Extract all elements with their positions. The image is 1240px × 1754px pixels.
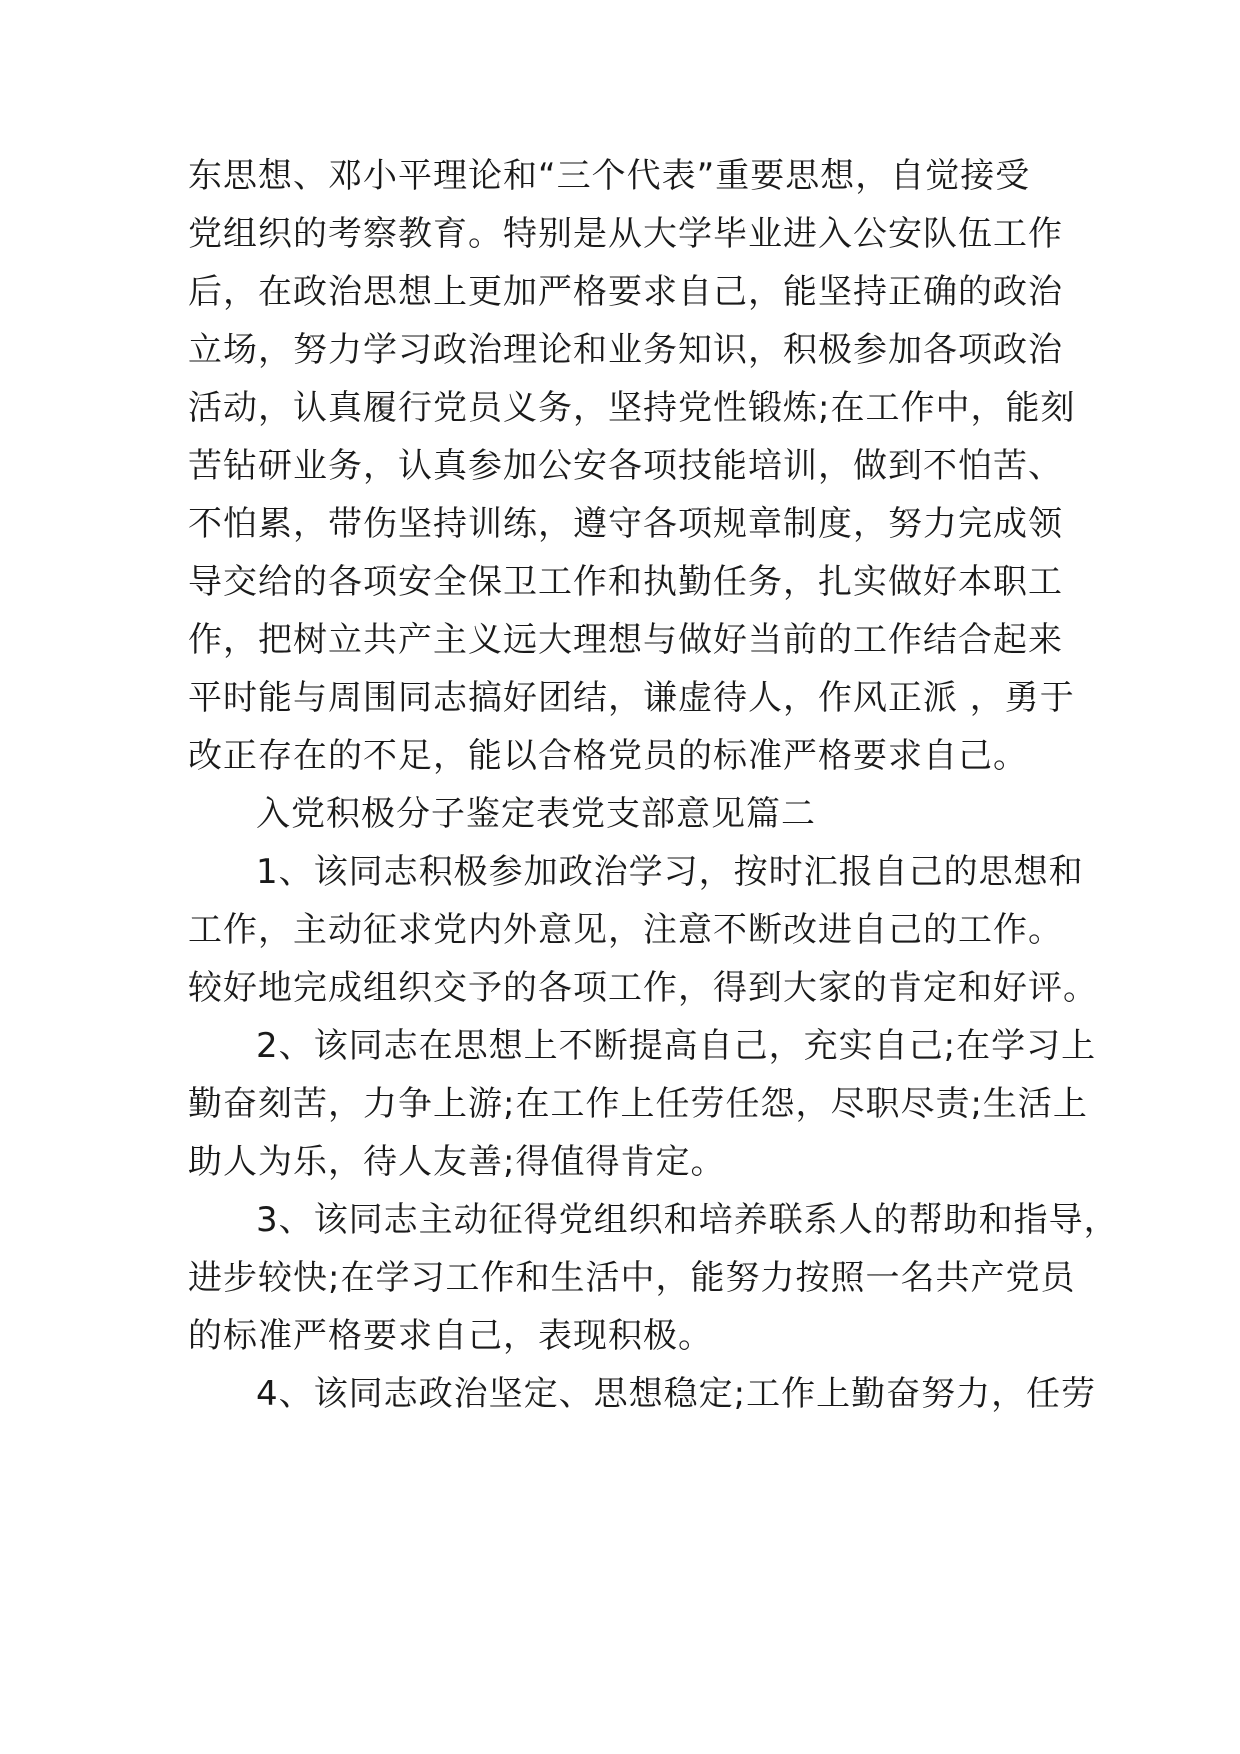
list-item-3-line: 的标准严格要求自己，表现积极。	[188, 1316, 713, 1356]
list-item-1-line: 工作，主动征求党内外意见，注意不断改进自己的工作。	[188, 910, 1063, 950]
section-title: 入党积极分子鉴定表党支部意见篇二	[256, 794, 816, 834]
list-item-2-line: 勤奋刻苦，力争上游;在工作上任劳任怨，尽职尽责;生活上	[188, 1084, 1088, 1124]
list-item-3-line: 进步较快;在学习工作和生活中，能努力按照一名共产党员	[188, 1258, 1076, 1298]
list-item-1-line: 1、该同志积极参加政治学习，按时汇报自己的思想和	[256, 852, 1084, 892]
list-item-2-line: 助人为乐，待人友善;得值得肯定。	[188, 1142, 726, 1182]
text-line: 东思想、邓小平理论和“三个代表”重要思想，自觉接受	[188, 156, 1031, 196]
list-item-1-line: 较好地完成组织交予的各项工作，得到大家的肯定和好评。	[188, 968, 1098, 1008]
text-line: 不怕累，带伤坚持训练，遵守各项规章制度，努力完成领	[188, 504, 1063, 544]
text-line: 改正存在的不足，能以合格党员的标准严格要求自己。	[188, 736, 1028, 776]
text-line: 作，把树立共产主义远大理想与做好当前的工作结合起来	[188, 620, 1063, 660]
text-line: 活动，认真履行党员义务，坚持党性锻炼;在工作中，能刻	[188, 388, 1076, 428]
text-line: 苦钻研业务，认真参加公安各项技能培训，做到不怕苦、	[188, 446, 1063, 486]
text-line: 立场，努力学习政治理论和业务知识，积极参加各项政治	[188, 330, 1063, 370]
text-line: 导交给的各项安全保卫工作和执勤任务，扎实做好本职工	[188, 562, 1063, 602]
text-line: 党组织的考察教育。特别是从大学毕业进入公安队伍工作	[188, 214, 1063, 254]
text-line: 平时能与周围同志搞好团结，谦虚待人，作风正派 ，勇于	[188, 678, 1075, 718]
list-item-3-line: 3、该同志主动征得党组织和培养联系人的帮助和指导，	[256, 1200, 1119, 1240]
list-item-4-line: 4、该同志政治坚定、思想稳定;工作上勤奋努力，任劳	[256, 1374, 1097, 1414]
text-line: 后，在政治思想上更加严格要求自己，能坚持正确的政治	[188, 272, 1063, 312]
list-item-2-line: 2、该同志在思想上不断提高自己，充实自己;在学习上	[256, 1026, 1097, 1066]
